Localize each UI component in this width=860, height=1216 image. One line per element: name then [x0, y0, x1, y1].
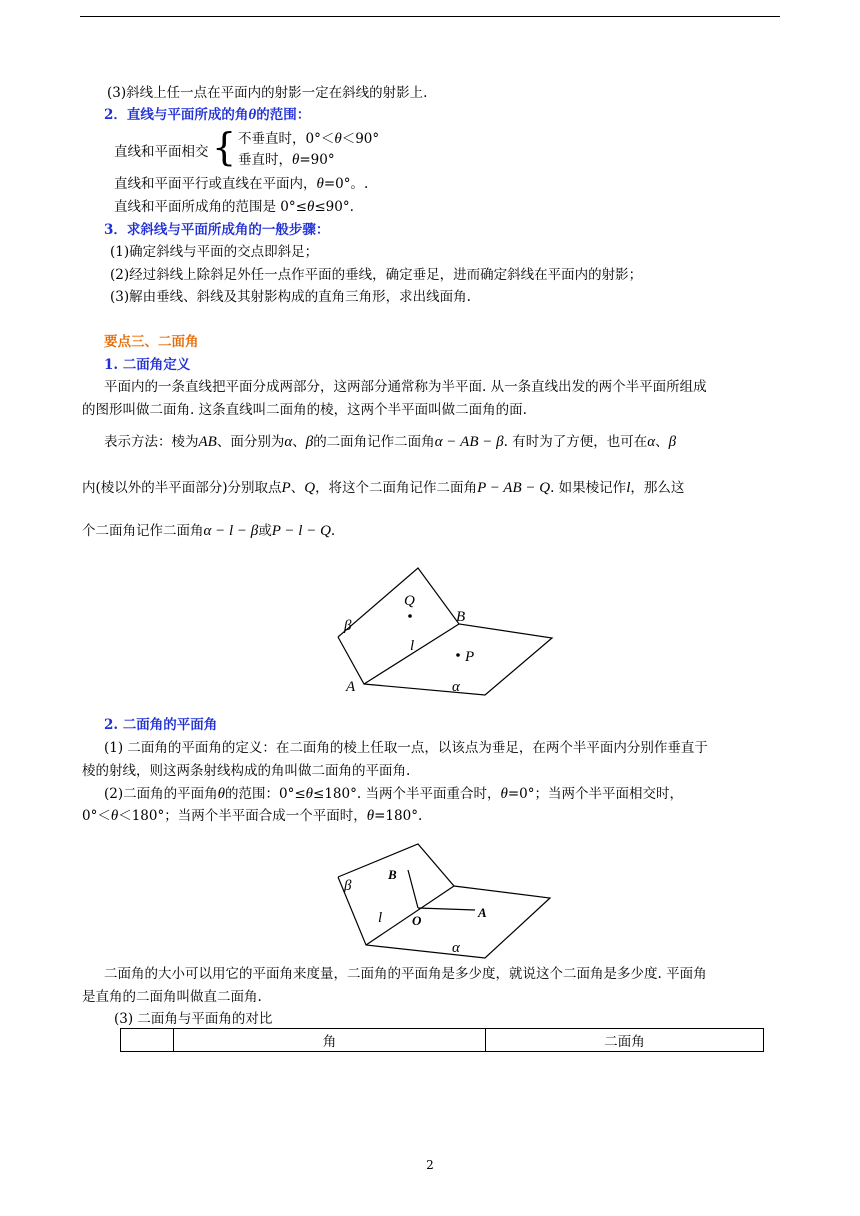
- point-p-dot: [456, 653, 460, 657]
- label-p: P: [465, 649, 475, 665]
- size-line-1: 二面角的大小可以用它的平面角来度量，二面角的平面角是多少度，就说这个二面角是多少度. 平面角: [104, 966, 707, 982]
- ray-ob: [408, 870, 418, 908]
- size-line-2: 是直角的二面角叫做直二面角.: [82, 989, 262, 1005]
- notation-line-2: 内(棱以外的半平面部分)分别取点P、Q，将这个二面角记作二面角P − AB − Q. 如果棱记作l，那么这: [82, 480, 685, 496]
- step-3: (3)解由垂线、斜线及其射影构成的直角三角形，求出线面角.: [110, 289, 471, 305]
- case-not-perpendicular: 不垂直时，0°＜θ＜90°: [238, 131, 380, 147]
- label-a: A: [346, 679, 356, 695]
- subheading-plane-angle: 2. 二面角的平面角: [104, 717, 218, 733]
- table-header-angle: 角: [174, 1029, 486, 1052]
- step-1: (1)确定斜线与平面的交点即斜足；: [110, 244, 319, 260]
- dihedral-angle-figure-2: [330, 840, 560, 965]
- label-a: A: [478, 905, 487, 920]
- text-range: 直线和平面所成角的范围是 0°≤θ≤90°.: [114, 199, 354, 215]
- notation-line-1: 表示方法：棱为AB、面分别为α、β的二面角记作二面角α − AB − β. 有时为了方便，也可在α、β: [104, 434, 677, 450]
- text-parallel: 直线和平面平行或直线在平面内，θ=0°。.: [114, 176, 369, 192]
- notation-line-3: 个二面角记作二面角α − l − β或P − l − Q.: [82, 523, 336, 539]
- definition-line-1: 平面内的一条直线把平面分成两部分，这两部分通常称为半平面. 从一条直线出发的两个半平面所组成: [104, 379, 707, 395]
- table-header-blank: [121, 1029, 174, 1052]
- section-heading: 要点三、二面角: [104, 334, 199, 350]
- comparison-title: (3) 二面角与平面角的对比: [114, 1011, 273, 1027]
- table-header-dihedral: 二面角: [486, 1029, 764, 1052]
- heading-angle-range: 2．直线与平面所成的角θ的范围：: [104, 107, 311, 123]
- label-l: l: [378, 910, 383, 926]
- label-beta: β: [344, 618, 352, 634]
- intersect-label: 直线和平面相交: [114, 144, 209, 160]
- comparison-table: [120, 1028, 764, 1052]
- label-o: O: [412, 913, 422, 928]
- brace-icon: {: [212, 125, 237, 169]
- figure-outline: [338, 568, 552, 695]
- label-b: B: [388, 867, 397, 882]
- edge-line: [364, 624, 459, 684]
- point-q-dot: [408, 614, 412, 618]
- dihedral-angle-figure-1: [330, 560, 560, 700]
- case-perpendicular: 垂直时，θ=90°: [238, 152, 335, 168]
- page-number: 2: [426, 1158, 434, 1172]
- header-rule: [80, 16, 780, 17]
- label-l: l: [410, 638, 415, 654]
- definition-line-2: 的图形叫做二面角. 这条直线叫二面角的棱，这两个半平面叫做二面角的面.: [82, 402, 527, 418]
- label-alpha: α: [452, 940, 460, 956]
- label-beta: β: [344, 878, 352, 894]
- label-q: Q: [404, 593, 415, 609]
- plane-angle-range-2: 0°＜θ＜180°；当两个半平面合成一个平面时，θ=180°.: [82, 808, 423, 824]
- text-line: (3)斜线上任一点在平面内的射影一定在斜线的射影上.: [107, 85, 428, 101]
- table-row: [121, 1029, 764, 1052]
- label-b: B: [456, 609, 466, 625]
- step-2: (2)经过斜线上除斜足外任一点作平面的垂线，确定垂足，进而确定斜线在平面内的射影；: [110, 267, 643, 283]
- plane-angle-range-1: (2)二面角的平面角θ的范围：0°≤θ≤180°. 当两个半平面重合时，θ=0°；当两个半平面相交时，: [104, 786, 683, 802]
- label-alpha: α: [452, 679, 460, 695]
- subheading-definition: 1. 二面角定义: [104, 357, 191, 373]
- plane-angle-def-2: 棱的射线，则这两条射线构成的角叫做二面角的平面角.: [82, 763, 411, 779]
- plane-angle-def-1: (1) 二面角的平面角的定义：在二面角的棱上任取一点，以该点为垂足，在两个半平面内分别作垂直于: [104, 740, 708, 756]
- ray-oa: [418, 908, 475, 910]
- heading-steps: 3．求斜线与平面所成角的一般步骤：: [104, 222, 330, 238]
- figure-outline: [338, 844, 550, 958]
